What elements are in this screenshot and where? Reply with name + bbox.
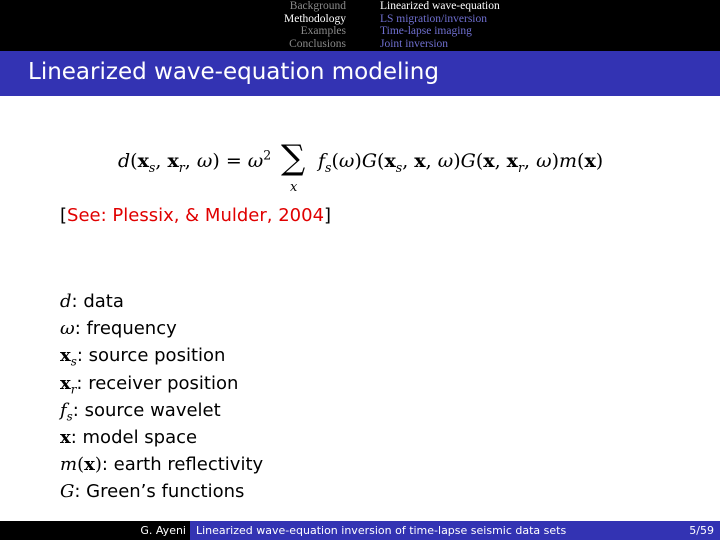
nav-subsection-linearized[interactable]: Linearized wave-equation <box>380 0 500 12</box>
symbol-x: x <box>60 427 71 449</box>
frame-title: Linearized wave-equation modeling <box>28 59 439 85</box>
definition-text: : source wavelet <box>72 399 221 421</box>
footer-title: Linearized wave-equation inversion of time-lapse seismic data sets <box>196 524 567 537</box>
footer-title-bar <box>190 521 720 540</box>
section-navigation <box>0 0 350 51</box>
nav-subsection-time-lapse[interactable]: Time-lapse imaging <box>380 25 472 38</box>
citation-open-bracket: [ <box>60 205 68 226</box>
footer-author: G. Ayeni <box>140 524 186 537</box>
navigation-bar <box>0 0 720 51</box>
definition-item <box>60 288 263 315</box>
citation <box>60 205 331 226</box>
citation-link[interactable]: See: Plessix, & Mulder, 2004 <box>67 205 325 226</box>
definition-item <box>60 370 263 397</box>
definition-item <box>60 342 263 369</box>
subsection-navigation <box>380 0 720 51</box>
summation-symbol: ∑ <box>281 138 306 178</box>
nav-section-background[interactable]: Background <box>289 0 346 12</box>
symbol-g: G <box>60 481 75 503</box>
definition-item <box>60 315 263 342</box>
nav-section-methodology[interactable]: Methodology <box>284 12 346 25</box>
definition-text: : Green’s functions <box>74 481 245 503</box>
definition-item <box>60 424 263 451</box>
equation-rhs: $f_s(\omega)G(x_s$, x, ω)G(x, $x_r$, ω)m(x) <box>318 150 604 175</box>
definition-text: : frequency <box>74 318 177 340</box>
definition-text: : source position <box>76 345 226 367</box>
definition-text: : earth reflectivity <box>101 454 264 476</box>
nav-section-examples[interactable]: Examples <box>300 25 346 38</box>
definition-text: : receiver position <box>76 372 239 394</box>
symbol-d: d <box>60 291 72 312</box>
modeling-equation <box>0 140 720 200</box>
frame-title-bar <box>0 51 720 96</box>
symbol-definitions <box>60 288 263 506</box>
symbol-x-s: $x_s$ <box>60 345 77 369</box>
summation-index: x <box>290 180 298 195</box>
definition-item <box>60 478 263 505</box>
symbol-f-s: $f_s$ <box>60 399 73 424</box>
definition-item <box>60 397 263 424</box>
definition-text: : data <box>71 291 124 312</box>
nav-subsection-joint-inversion[interactable]: Joint inversion <box>380 38 449 51</box>
symbol-omega: ω <box>60 318 75 340</box>
symbol-m-x: m(x) <box>60 454 102 476</box>
definition-item <box>60 451 263 478</box>
nav-section-conclusions[interactable]: Conclusions <box>289 38 346 51</box>
equation-lhs: $d(x_s$, $x_r$, $\omega) = \omega^2$ <box>118 147 272 175</box>
citation-close-bracket: ] <box>324 205 332 226</box>
symbol-x-r: $x_r$ <box>60 372 77 397</box>
definition-text: : model space <box>70 427 198 449</box>
nav-subsection-ls-migration[interactable]: LS migration/inversion <box>380 12 488 25</box>
footer <box>0 521 720 540</box>
page-number: 5/59 <box>689 524 714 537</box>
